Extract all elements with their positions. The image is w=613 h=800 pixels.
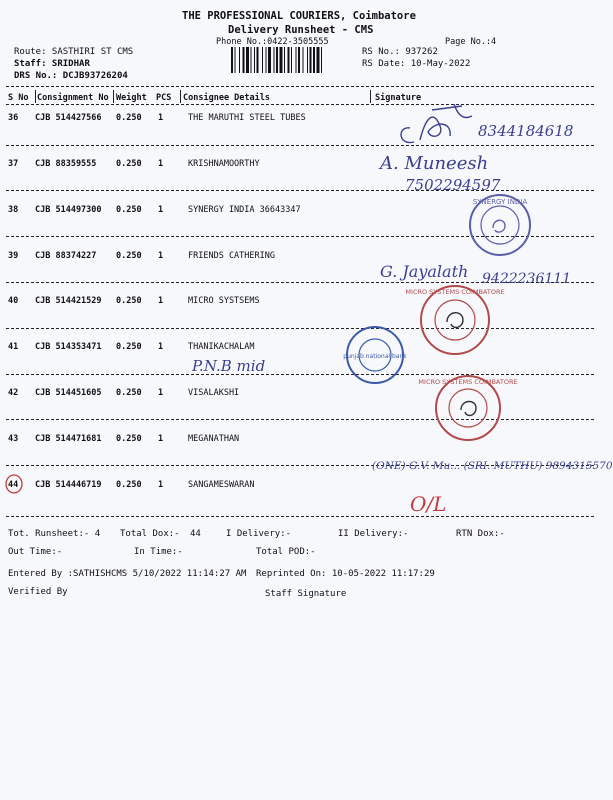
company-title: THE PROFESSIONAL COURIERS, Coimbatore bbox=[182, 10, 416, 22]
barcode bbox=[231, 47, 343, 73]
col-separator bbox=[113, 90, 114, 103]
row-pcs: 1 bbox=[158, 434, 164, 444]
row-sno: 37 bbox=[8, 159, 19, 169]
row-weight: 0.250 bbox=[116, 205, 142, 215]
total-runsheet: Tot. Runsheet:- 4 bbox=[8, 529, 101, 539]
row-sno: 39 bbox=[8, 251, 19, 261]
row-pcs: 1 bbox=[158, 480, 164, 490]
rs-date: RS Date: 10-May-2022 bbox=[362, 59, 471, 69]
out-time: Out Time:- bbox=[8, 547, 63, 557]
total-dox-value: 44 bbox=[190, 529, 201, 539]
stamp-text: MICRO SYSTEMS COIMBATORE bbox=[405, 288, 505, 296]
runsheet-subtitle: Delivery Runsheet - CMS bbox=[228, 24, 374, 36]
handwritten-note: P.N.B mid bbox=[192, 357, 266, 375]
row-consignment-no: CJB 88374227 bbox=[35, 251, 97, 261]
reprinted-on: Reprinted On: 10-05-2022 11:17:29 bbox=[256, 569, 435, 579]
col-separator bbox=[370, 90, 371, 103]
row-pcs: 1 bbox=[158, 342, 164, 352]
row-sno: 38 bbox=[8, 205, 19, 215]
stamp-text: punjab national bank bbox=[343, 353, 407, 360]
stamp-text: MICRO SYSTEMS COIMBATORE bbox=[418, 378, 518, 386]
row-consignee: VISALAKSHI bbox=[188, 388, 240, 398]
row-pcs: 1 bbox=[158, 296, 164, 306]
row-consignee: MEGANATHAN bbox=[188, 434, 240, 444]
stamp-synergy bbox=[465, 190, 535, 260]
circle-mark bbox=[4, 473, 24, 495]
col-weight: Weight bbox=[116, 93, 147, 103]
row-weight: 0.250 bbox=[116, 434, 142, 444]
total-pod: Total POD:- bbox=[256, 547, 316, 557]
col-consignment: Consignment No bbox=[37, 93, 109, 103]
verified-by: Verified By bbox=[8, 587, 68, 597]
row-weight: 0.250 bbox=[116, 342, 142, 352]
col-consignee: Consignee Details bbox=[183, 93, 270, 103]
row-consignee: KRISHNAMOORTHY bbox=[188, 159, 260, 169]
row-weight: 0.250 bbox=[116, 296, 142, 306]
stamp-bank bbox=[342, 322, 408, 388]
divider bbox=[6, 516, 594, 517]
in-time: In Time:- bbox=[134, 547, 183, 557]
col-signature: Signature bbox=[375, 93, 422, 103]
handwritten-phone: 8344184618 bbox=[478, 122, 574, 140]
rs-number: RS No.: 937262 bbox=[362, 47, 438, 57]
row-consignee: FRIENDS CATHERING bbox=[188, 251, 275, 261]
signature-scribble bbox=[392, 96, 487, 151]
row-sno: 36 bbox=[8, 113, 19, 123]
divider bbox=[6, 145, 594, 146]
row-consignee: SANGAMESWARAN bbox=[188, 480, 255, 490]
row-consignment-no: CJB 514421529 bbox=[35, 296, 102, 306]
divider bbox=[6, 86, 594, 87]
row-sno: 40 bbox=[8, 296, 19, 306]
row-consignee: MICRO SYSTSEMS bbox=[188, 296, 260, 306]
row-pcs: 1 bbox=[158, 113, 164, 123]
row-weight: 0.250 bbox=[116, 159, 142, 169]
col-separator bbox=[35, 90, 36, 103]
row-consignee: SYNERGY INDIA 36643347 bbox=[188, 205, 301, 215]
rtn-dox: RTN Dox:- bbox=[456, 529, 505, 539]
row-pcs: 1 bbox=[158, 205, 164, 215]
stamp-micro-systems bbox=[418, 370, 518, 446]
stamp-micro-systems bbox=[405, 280, 505, 360]
staff-signature: Staff Signature bbox=[265, 589, 347, 599]
stamp-text: SYNERGY INDIA bbox=[472, 198, 528, 206]
handwritten-name: A. Muneesh bbox=[380, 153, 489, 174]
divider bbox=[6, 328, 594, 329]
row-sno: 44 bbox=[8, 480, 19, 490]
handwritten-mark: O/L bbox=[410, 492, 447, 516]
row-consignment-no: CJB 514427566 bbox=[35, 113, 102, 123]
row-consignment-no: CJB 514497300 bbox=[35, 205, 102, 215]
total-dox-label: Total Dox:- bbox=[120, 529, 180, 539]
row-consignee: THE MARUTHI STEEL TUBES bbox=[188, 113, 306, 123]
drs-number: DRS No.: DCJB93726204 bbox=[14, 71, 128, 81]
handwritten-phone: 9422236111 bbox=[482, 271, 572, 287]
row-weight: 0.250 bbox=[116, 480, 142, 490]
row-sno: 43 bbox=[8, 434, 19, 444]
row-pcs: 1 bbox=[158, 159, 164, 169]
row-consignment-no: CJB 514471681 bbox=[35, 434, 102, 444]
row-consignment-no: CJB 514451605 bbox=[35, 388, 102, 398]
row-consignee: THANIKACHALAM bbox=[188, 342, 255, 352]
route: Route: SASTHIRI ST CMS bbox=[14, 47, 134, 57]
row-consignment-no: CJB 88359555 bbox=[35, 159, 97, 169]
row-pcs: 1 bbox=[158, 388, 164, 398]
page-number: Page No.:4 bbox=[445, 37, 497, 47]
phone-number: Phone No.:0422-3505555 bbox=[216, 37, 329, 47]
col-separator bbox=[180, 90, 181, 103]
handwritten-phone: 7502294597 bbox=[405, 176, 501, 194]
col-pcs: PCS bbox=[156, 93, 172, 103]
row-weight: 0.250 bbox=[116, 388, 142, 398]
i-delivery: I Delivery:- bbox=[226, 529, 292, 539]
staff: Staff: SRIDHAR bbox=[14, 59, 90, 69]
row-sno: 42 bbox=[8, 388, 19, 398]
ii-delivery: II Delivery:- bbox=[338, 529, 409, 539]
row-pcs: 1 bbox=[158, 251, 164, 261]
row-consignment-no: CJB 514446719 bbox=[35, 480, 102, 490]
row-weight: 0.250 bbox=[116, 113, 142, 123]
handwritten-note: (ONE) G.V. Mu... (SRI. MUTHU) 9894315570 bbox=[372, 460, 613, 472]
row-consignment-no: CJB 514353471 bbox=[35, 342, 102, 352]
entered-by: Entered By :SATHISHCMS 5/10/2022 11:14:27 AM bbox=[8, 569, 247, 579]
row-sno: 41 bbox=[8, 342, 19, 352]
handwritten-name: G. Jayalath bbox=[380, 262, 469, 281]
col-sno: S No bbox=[8, 93, 29, 103]
row-weight: 0.250 bbox=[116, 251, 142, 261]
divider bbox=[6, 104, 594, 105]
